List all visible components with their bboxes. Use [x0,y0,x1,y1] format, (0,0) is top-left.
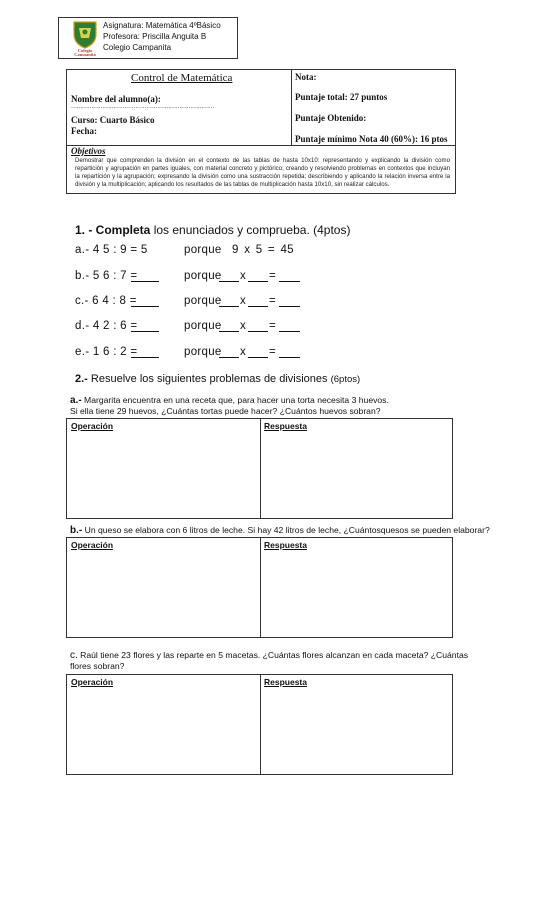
section2-pts: (6ptos) [330,374,361,385]
item-e-x: x [240,346,247,358]
problem-b-respuesta-label: Respuesta [264,540,307,550]
header-school: Colegio Campanita [103,43,172,52]
item-d-x: x [240,320,247,332]
item-d-answer-blank[interactable] [131,321,159,332]
problem-b-text1: Un queso se elabora con 6 litros de leche. Si hay 42 litros de leche, ¿Cuántosquesos se pueden elaborar? [82,525,490,535]
problem-c-text1: Raúl tiene 23 flores y las reparte en 5 macetas. ¿Cuántas flores alcanzan en cada maceta? ¿Cuántas [77,650,469,660]
objetivos-label: Objetivos [71,146,106,156]
section2-title: Resuelve los siguientes problemas de divisiones [90,373,331,385]
problem-a-letter: a.- [70,395,82,406]
item-e-factor1-blank[interactable] [219,347,239,358]
info-curso: Curso: Cuarto Básico [71,115,155,125]
item-c-eq: = [269,295,277,307]
section1-heading [75,223,350,237]
item-e-left: e.- 1 6 : 2 = [75,346,138,358]
problem-b-line1 [70,525,490,536]
item-b-result-blank[interactable] [279,271,300,282]
logo-text-1: Colegio [77,48,93,53]
objetivos-text: Demostrar que comprenden la división en el contexto de las tablas de hasta 10x10: representando y explicando la división como repartición y agrupación en partes iguales, con material concreto y pictórico; creando y resolviendo problemas en contextos que incluyan la repartición y la agrupación; expresando la división como una sustracción repetida; describiendo y aplicando la relación inversa entre la división y la multiplicación; aplicando los resultados de las tablas de multiplicación hasta 10x10, sin realizar cálculos. [75,157,450,188]
problem-c-divider [260,675,261,774]
info-nombre-line: …………………………………………………………………… [71,104,214,110]
info-fecha: Fecha: [71,126,97,136]
problem-c-answer-box[interactable] [66,674,453,775]
item-e-factor2-blank[interactable] [248,347,268,358]
section1-rest: los enunciados y comprueba. (4ptos) [150,223,351,237]
problem-a-divider [260,419,261,518]
item-e-answer-blank[interactable] [131,347,159,358]
item-c-factor2-blank[interactable] [248,296,268,307]
item-e-eq: = [269,346,277,358]
problem-c-line2: flores sobran? [70,661,125,671]
info-puntaje-total: Puntaje total: 27 puntos [295,92,388,102]
item-b-factor1-blank[interactable] [219,271,239,282]
logo-text-2: Campanita [74,52,96,56]
header-teacher: Profesora: Priscilla Anguita B [103,32,207,41]
item-c-factor1-blank[interactable] [219,296,239,307]
info-vertical-divider [291,70,292,145]
problem-c-respuesta-label: Respuesta [264,677,307,687]
item-b-left: b.- 5 6 : 7 = [75,270,138,282]
info-horizontal-divider [67,145,455,146]
item-b-factor2-blank[interactable] [248,271,268,282]
item-e-porque: porque [184,346,222,358]
school-logo [70,20,100,56]
section1-bold: Completa [95,223,151,237]
info-puntaje-minimo: Puntaje mínimo Nota 40 (60%): 16 ptos [295,134,448,144]
info-nombre-label: Nombre del alumno(a): [71,94,161,104]
item-d-factor1-blank[interactable] [219,321,239,332]
item-d-left: d.- 4 2 : 6 = [75,320,138,332]
problem-a-respuesta-label: Respuesta [264,421,307,431]
item-b-x: x [240,270,247,282]
item-a-check: 9 x 5 = 45 [232,244,294,256]
problem-a-line1 [70,395,389,406]
item-b-eq: = [269,270,277,282]
problem-b-answer-box[interactable] [66,537,453,638]
info-nota: Nota: [295,72,317,82]
problem-c-operacion-label: Operación [71,677,114,687]
item-d-result-blank[interactable] [279,321,300,332]
problem-b-divider [260,538,261,637]
section2-num: 2.- [75,373,91,385]
info-title: Control de Matemática [131,72,233,84]
info-table [66,69,456,194]
item-c-answer-blank[interactable] [131,296,159,307]
item-a-porque: porque [184,244,222,256]
item-a-left: a.- 4 5 : 9 = 5 [75,244,148,256]
item-d-porque: porque [184,320,222,332]
info-puntaje-obtenido: Puntaje Obtenido: [295,113,367,123]
problem-a-line2: Si ella tiene 29 huevos, ¿Cuántas tortas puede hacer? ¿Cuántos huevos sobran? [70,406,381,416]
section2-heading [75,373,360,385]
problem-b-operacion-label: Operación [71,540,114,550]
item-e-result-blank[interactable] [279,347,300,358]
item-c-left: c.- 6 4 : 8 = [75,295,137,307]
item-c-porque: porque [184,295,222,307]
item-b-answer-blank[interactable] [131,271,159,282]
problem-a-answer-box[interactable] [66,418,453,519]
item-c-x: x [240,295,247,307]
item-d-eq: = [269,320,277,332]
item-d-factor2-blank[interactable] [248,321,268,332]
problem-a-operacion-label: Operación [71,421,114,431]
problem-c-letter: c. [70,650,78,661]
section1-num: 1. - [75,223,96,237]
problem-a-text1: Margarita encuentra en una receta que, para hacer una torta necesita 3 huevos. [81,395,389,405]
problem-b-letter: b.- [70,525,83,536]
problem-c-line1 [70,650,468,661]
item-c-result-blank[interactable] [279,296,300,307]
item-b-porque: porque [184,270,222,282]
header-subject: Asignatura: Matemática 4ºBásico [103,21,221,30]
